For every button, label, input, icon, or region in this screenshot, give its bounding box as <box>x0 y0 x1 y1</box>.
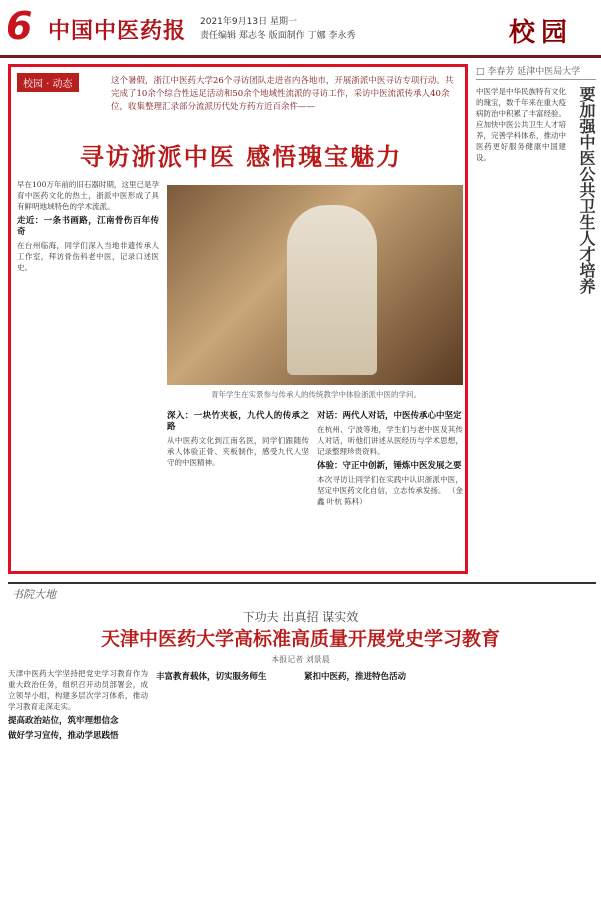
commentary-title: 要加强中医公共卫生人才培养 <box>577 86 596 294</box>
bottom-subhead-3: 丰富教育载体，切实服务师生 <box>156 672 267 682</box>
article-headline: 寻访浙派中医 感悟瑰宝魅力 <box>79 143 403 171</box>
column-1-subhead: 走近：一条书画路，江南骨伤百年传奇 <box>17 216 159 237</box>
masthead <box>0 0 601 58</box>
bottom-headline: 天津中医药大学高标准高质量开展党史学习教育 <box>100 628 500 650</box>
column-3-subhead: 对话：两代人对话，中医传承心中坚定 <box>317 411 462 421</box>
page-number: 6 <box>6 4 33 48</box>
photo-person <box>287 205 377 375</box>
date-line: 2021年9月13日 星期一 <box>200 17 297 27</box>
article-column-3 <box>317 407 463 565</box>
article-column-2 <box>167 407 309 565</box>
commentary-column <box>476 64 596 574</box>
bottom-body: 天津中医药大学坚持把党史学习教育作为重大政治任务，组织召开动员部署会，成立领导小组，构建多层次学习体系，推动学习教育走深走实。 <box>8 669 148 711</box>
bottom-byline: 本报记者 刘景晨 <box>271 655 330 664</box>
article-lead: 这个暑假，浙江中医药大学26个寻访团队走进省内各地市，开展浙派中医寻访专项行动。共完成了10余个综合性远足活动和50余个地域性流派的寻访工作，采访中医流派传承人40余位，收集整理汇录部分流派历代处方药方近百余件—— <box>111 76 454 112</box>
section-divider <box>8 582 596 604</box>
column-2-subhead: 深入：一块竹夹板，九代人的传承之路 <box>167 411 309 432</box>
commentary-author: □ 李春芳 延津中医局大学 <box>476 64 596 80</box>
column-3-body-2: 本次寻访让同学们在实践中认识浙派中医，坚定中医药文化自信，立志传承发扬。 <box>317 475 463 495</box>
article-photo <box>167 185 463 385</box>
divider-tag: 书院大地 <box>12 588 56 601</box>
bottom-subhead-2: 做好学习宣传，推动学思践悟 <box>8 731 119 741</box>
bottom-subhead-4: 紧扣中医药，推进特色活动 <box>304 672 407 682</box>
article-author: （金鑫 叶杭 陈科） <box>317 486 463 506</box>
top-article <box>8 64 468 574</box>
bottom-column-3 <box>304 668 444 918</box>
bottom-column-1 <box>8 668 148 918</box>
bottom-kicker: 下功夫 出真招 谋实效 <box>242 610 359 624</box>
bottom-column-2 <box>156 668 296 918</box>
column-2-body: 从中医药文化到江南名医，同学们跟随传承人体验正骨、夹板制作，感受九代人坚守的中医精神。 <box>167 436 309 467</box>
paper-name: 中国中医药报 <box>48 18 187 44</box>
commentary-body: 中医学是中华民族特有文化的瑰宝，数千年来在重大疫病防治中积累了丰富经验。应加快中医公共卫生人才培养，完善学科体系，推动中医药更好服务健康中国建设。 <box>476 87 566 162</box>
editors-line: 责任编辑 郑志冬 版面制作 丁娜 李永秀 <box>200 31 356 41</box>
column-3-body: 在杭州、宁波等地，学生们与老中医及其传人对话，听他们讲述从医经历与学术思想，记录整理珍贵资料。 <box>317 425 463 456</box>
column-1-text: 早在100万年前的旧石器时期，这里已是孕育中医药文化的热土，浙派中医形成了具有鲜明地域特色的学术流派。 <box>17 180 159 211</box>
column-1-body: 在台州临海，同学们深入当地非遗传承人工作室，拜访骨伤科老中医，记录口述医史。 <box>17 241 159 272</box>
bottom-subhead-1: 提高政治站位，筑牢理想信念 <box>8 716 119 726</box>
section-name: 校园 <box>508 18 573 48</box>
article-tag: 校园 · 动态 <box>17 73 79 92</box>
article-column-1 <box>17 179 159 564</box>
column-3-subhead-2: 体验：守正中创新，锤炼中医发展之要 <box>317 461 462 471</box>
photo-caption: 青年学生在实景参与传承人的传统教学中体验浙派中医的学问。 <box>211 390 421 399</box>
